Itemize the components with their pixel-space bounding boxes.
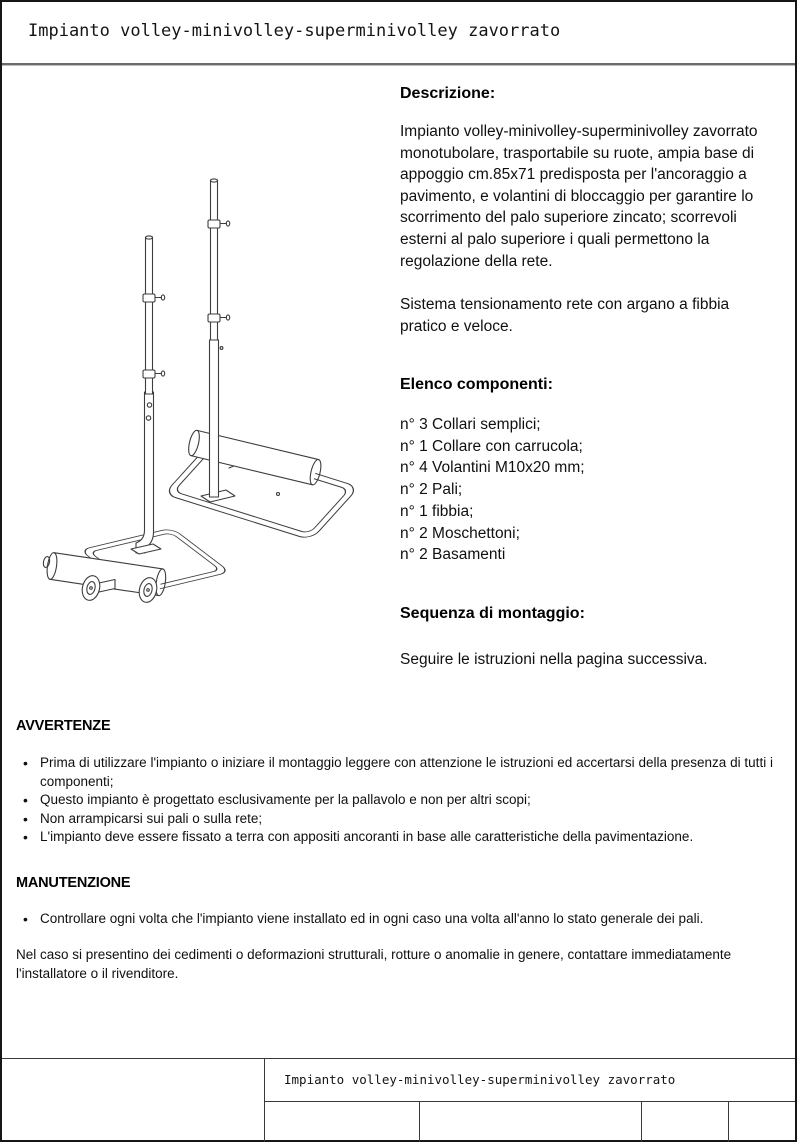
description-paragraph-2: Sistema tensionamento rete con argano a fibbia pratico e veloce. (400, 296, 730, 335)
page-title: Impianto volley-minivolley-superminivolley zavorrato (28, 21, 561, 41)
warning-item: • Non arrampicarsi sui pali o sulla rete; (16, 810, 773, 829)
components-heading: Elenco componenti: (400, 376, 553, 393)
technical-drawing (32, 142, 392, 612)
component-item: n° 3 Collari semplici; (400, 416, 541, 433)
warning-item: • Questo impianto è progettato esclusivamente per la pallavolo e non per altri scopi; (16, 791, 773, 810)
warning-item: • Prima di utilizzare l'impianto o iniziare il montaggio leggere con attenzione le istruzioni ed accertarsi della presenza di tutti i componenti; (16, 754, 773, 791)
component-item: n° 2 Pali; (400, 481, 463, 499)
volleyball-posts-drawing (32, 142, 392, 612)
description-paragraph-1: Impianto volley-minivolley-superminivolley zavorrato monotubolare, trasportabile su ruote, ampia base di appoggio cm.85x71 predisposta per l'ancoraggio a pavimento, e volantini di bloccaggio per garantire lo scorrimento del palo superiore zincato; scorrevoli esterni al palo superiore i quali permettono la regolazione della rete. (400, 123, 758, 270)
header-divider (2, 63, 795, 66)
component-item: n° 1 fibbia; (400, 502, 474, 520)
maintenance-heading: MANUTENZIONE (16, 875, 131, 891)
warning-item: • L'impianto deve essere fissato a terra con appositi ancoranti in base alle caratteristiche della pavimentazione. (16, 828, 773, 847)
footer-row-divider (264, 1101, 795, 1102)
maintenance-list (16, 910, 773, 929)
component-item: n° 4 Volantini M10x20 mm; (400, 459, 585, 477)
description-heading: Descrizione: (400, 85, 496, 102)
assembly-text: Seguire le istruzioni nella pagina successiva. (400, 651, 708, 668)
component-item: n° 1 Collare con carrucola; (400, 437, 583, 455)
maintenance-note: Nel caso si presentino dei cedimenti o deformazioni strutturali, rotture o anomalie in genere, contattare immediatamente l'installatore o il rivenditore. (16, 947, 732, 981)
footer-title: Impianto volley-minivolley-superminivolley zavorrato (284, 1072, 676, 1087)
footer-cell-divider-3 (728, 1101, 729, 1142)
warnings-heading: AVVERTENZE (16, 718, 111, 734)
component-item: n° 2 Basamenti (400, 546, 506, 564)
assembly-heading: Sequenza di montaggio: (400, 605, 585, 622)
warnings-list (16, 754, 773, 847)
components-list (400, 414, 772, 566)
footer-cell-divider-1 (419, 1101, 420, 1142)
maintenance-item: • Controllare ogni volta che l'impianto viene installato ed in ogni caso una volta all'anno lo stato generale dei pali. (16, 910, 773, 929)
footer-cell-divider-2 (641, 1101, 642, 1142)
component-item: n° 2 Moschettoni; (400, 524, 520, 542)
